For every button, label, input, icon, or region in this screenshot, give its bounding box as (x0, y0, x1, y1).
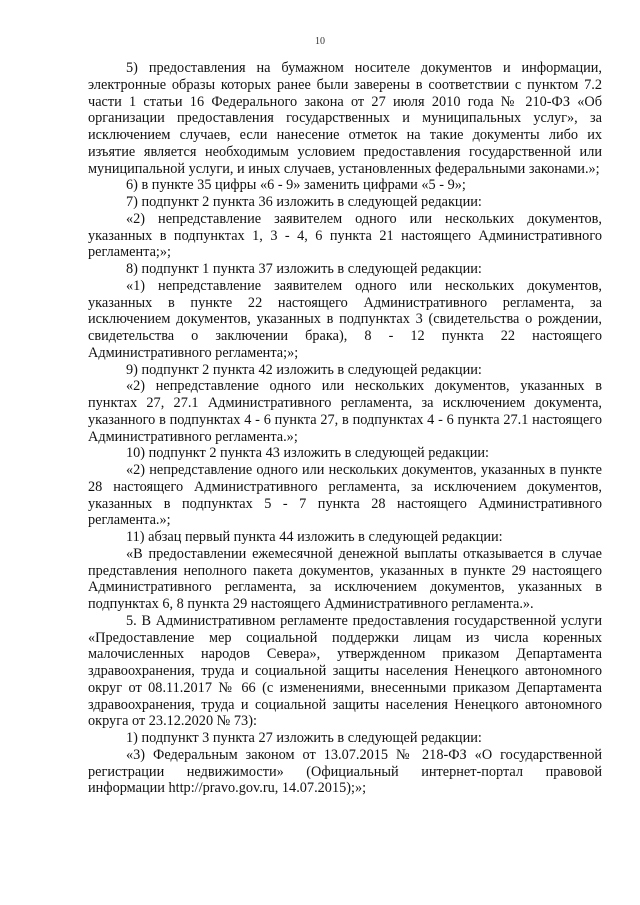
quoted-refusal-text: «В предоставлении ежемесячной денежной выплаты отказывается в случае представления неполного пакета документов, указанных в пункте 29 настоящего Административного регламента, за исключением документов, указанных в подпунктах 6, 8 пункта 29 настоящего Административного регламента.». (88, 545, 602, 612)
page-number: 10 (315, 36, 325, 47)
quoted-subparagraph-2b: «2) непредставление одного или нескольких документов, указанных в пунктах 27, 27.1 Административного регламента, за исключением документа, указанного в подпунктах 4 - 6 пункта 27, в подпунктах 4 - 6 пункта 27.1 настоящего Административного регламента.»; (88, 378, 602, 445)
paragraph-item-9: 9) подпункт 2 пункта 42 изложить в следующей редакции: (126, 361, 482, 378)
quoted-subparagraph-1: «1) непредставление заявителем одного или нескольких документов, указанных в пункте 22 настоящего Административного регламента, за исключением документов, указанных в подпунктах 3 (свидетельства о рождении, свидетельства о заключении брака), 8 - 12 пункта 22 настоящего Административного регламента;»; (88, 277, 602, 361)
paragraph-item-5: 5) предоставления на бумажном носителе документов и информации, электронные образы которых ранее были заверены в соответствии с пунктом 7.2 части 1 статьи 16 Федерального закона от 27 июля 2010 года № 210-ФЗ «Об организации предоставления государственных и муниципальных услуг», за исключением случаев, если нанесение отметок на такие документы либо их изъятие является необходимым условием предоставления государственной или муниципальной услуги, и иных случаев, установленных федеральными законами.»; (88, 60, 602, 177)
document-body (88, 60, 602, 797)
paragraph-item-6: 6) в пункте 35 цифры «6 - 9» заменить цифрами «5 - 9»; (126, 177, 466, 194)
paragraph-item-8: 8) подпункт 1 пункта 37 изложить в следующей редакции: (126, 261, 482, 277)
paragraph-item-1: 1) подпункт 3 пункта 27 изложить в следующей редакции: (126, 730, 482, 746)
paragraph-item-7: 7) подпункт 2 пункта 36 изложить в следующей редакции: (126, 194, 482, 210)
paragraph-item-11: 11) абзац первый пункта 44 изложить в следующей редакции: (126, 529, 503, 545)
section-5-heading: 5. В Административном регламенте предоставления государственной услуги «Предоставление мер социальной поддержки лицам из числа коренных малочисленных народов Севера», утвержденном приказом Департамента здравоохранения, труда и социальной защиты населения Ненецкого автономного округ от 08.11.2017 № 66 (с изменениями, внесенными приказом Департамента здравоохранения, труда и социальной защиты населения Ненецкого автономного округа от 23.12.2020 № 73): (88, 612, 602, 730)
quoted-subparagraph-3: «3) Федеральным законом от 13.07.2015 № 218-ФЗ «О государственной регистрации недвижимости» (Официальный интернет-портал правовой информации http://pravo.gov.ru, 14.07.2015);»; (88, 746, 602, 797)
quoted-subparagraph-2: «2) непредставление заявителем одного или нескольких документов, указанных в подпунктах 1, 3 - 4, 6 пункта 21 настоящего Административного регламента;»; (88, 210, 602, 261)
quoted-subparagraph-2c: «2) непредставление одного или нескольких документов, указанных в пункте 28 настоящего Административного регламента, за исключением документов, указанных в подпунктах 5 - 7 пункта 28 настоящего Административного регламента.»; (88, 462, 602, 529)
paragraph-item-10: 10) подпункт 2 пункта 43 изложить в следующей редакции: (126, 445, 490, 462)
